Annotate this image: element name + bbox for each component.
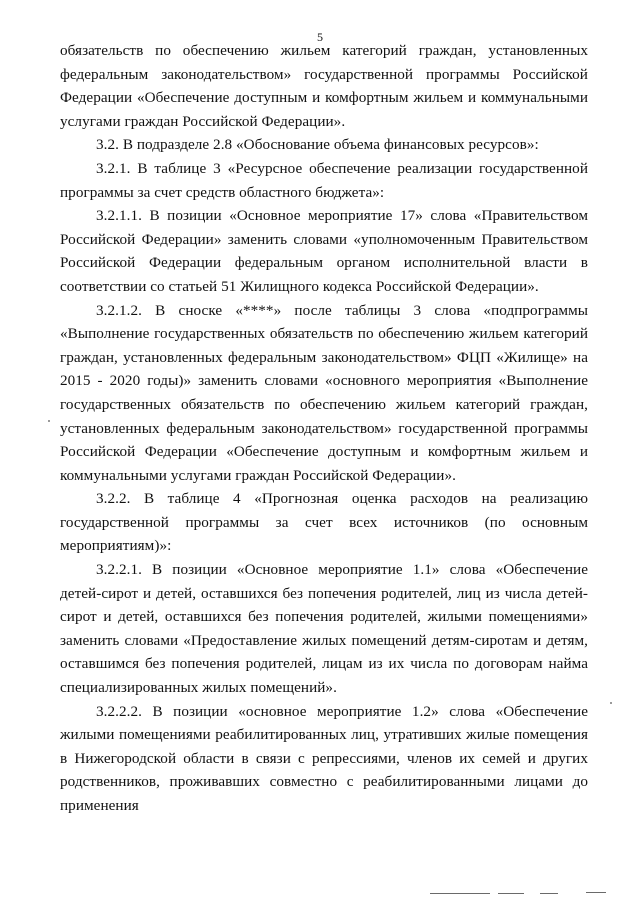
page-number: 5 bbox=[317, 30, 323, 44]
scan-artifact-dot bbox=[48, 420, 50, 422]
paragraph-3-2-1: 3.2.1. В таблице 3 «Ресурсное обеспечение реализации государственной программы за счет средств областного бюджета»: bbox=[60, 159, 588, 201]
paragraph-3-2: 3.2. В подразделе 2.8 «Обоснование объема финансовых ресурсов»: bbox=[96, 136, 539, 154]
paragraph-3-2-2: 3.2.2. В таблице 4 «Прогнозная оценка расходов на реализацию государственной программы за счет всех источников (по основным мероприятиям)»: bbox=[60, 490, 588, 555]
paragraph-3-2-2-1: 3.2.2.1. В позиции «Основное мероприятие 1.1» слова «Обеспечение детей-сирот и детей, оставшихся без попечения родителей, лиц из числа детей-сирот и детей, оставшихся без попечения родителей, жилыми помещениями» заменить словами «Предоставление жилых помещений детям-сиротам и детям, оставшимся без попечения родителей, лицам из их числа по договорам найма специализированных жилых помещений». bbox=[60, 561, 588, 697]
scan-artifact-line bbox=[540, 893, 558, 894]
scan-artifact-line bbox=[430, 893, 490, 894]
paragraph-3-2-1-2: 3.2.1.2. В сноске «****» после таблицы 3 слова «подпрограммы «Выполнение государственных обязательств по обеспечению жильем категорий граждан, установленных федеральным законодательством» ФЦП «Жилище» на 2015 - 2020 годы)» заменить словами «основного мероприятия «Выполнение государственных обязательств по обеспечению жильем категорий граждан, установленных федеральным законодательством» государственной программы Российской Федерации «Обеспечение доступным и комфортным жильем и коммунальными услугами граждан Российской Федерации». bbox=[60, 301, 588, 484]
scan-artifact-line bbox=[586, 892, 606, 893]
scan-artifact-dot bbox=[610, 702, 612, 704]
scan-artifact-line bbox=[498, 893, 524, 894]
paragraph-3-2-2-2: 3.2.2.2. В позиции «основное мероприятие 1.2» слова «Обеспечение жилыми помещениями реабилитированных лиц, утративших жилые помещения в Нижегородской области в связи с репрессиями, членов их семей и других родственников, проживавших совместно с реабилитированными лицами до применения bbox=[60, 702, 588, 814]
paragraph-3-2-1-1: 3.2.1.1. В позиции «Основное мероприятие 17» слова «Правительством Российской Федерации» заменить словами «уполномоченным Правительством Российской Федерации федеральным органом исполнительной власти в соответствии со статьей 51 Жилищного кодекса Российской Федерации». bbox=[60, 207, 588, 295]
paragraph-continuation: обязательств по обеспечению жильем категорий граждан, установленных федеральным законодательством» государственной программы Российской Федерации «Обеспечение доступным и комфортным жильем и коммунальными услугами граждан Российской Федерации». bbox=[60, 42, 588, 130]
document-body bbox=[60, 39, 588, 818]
